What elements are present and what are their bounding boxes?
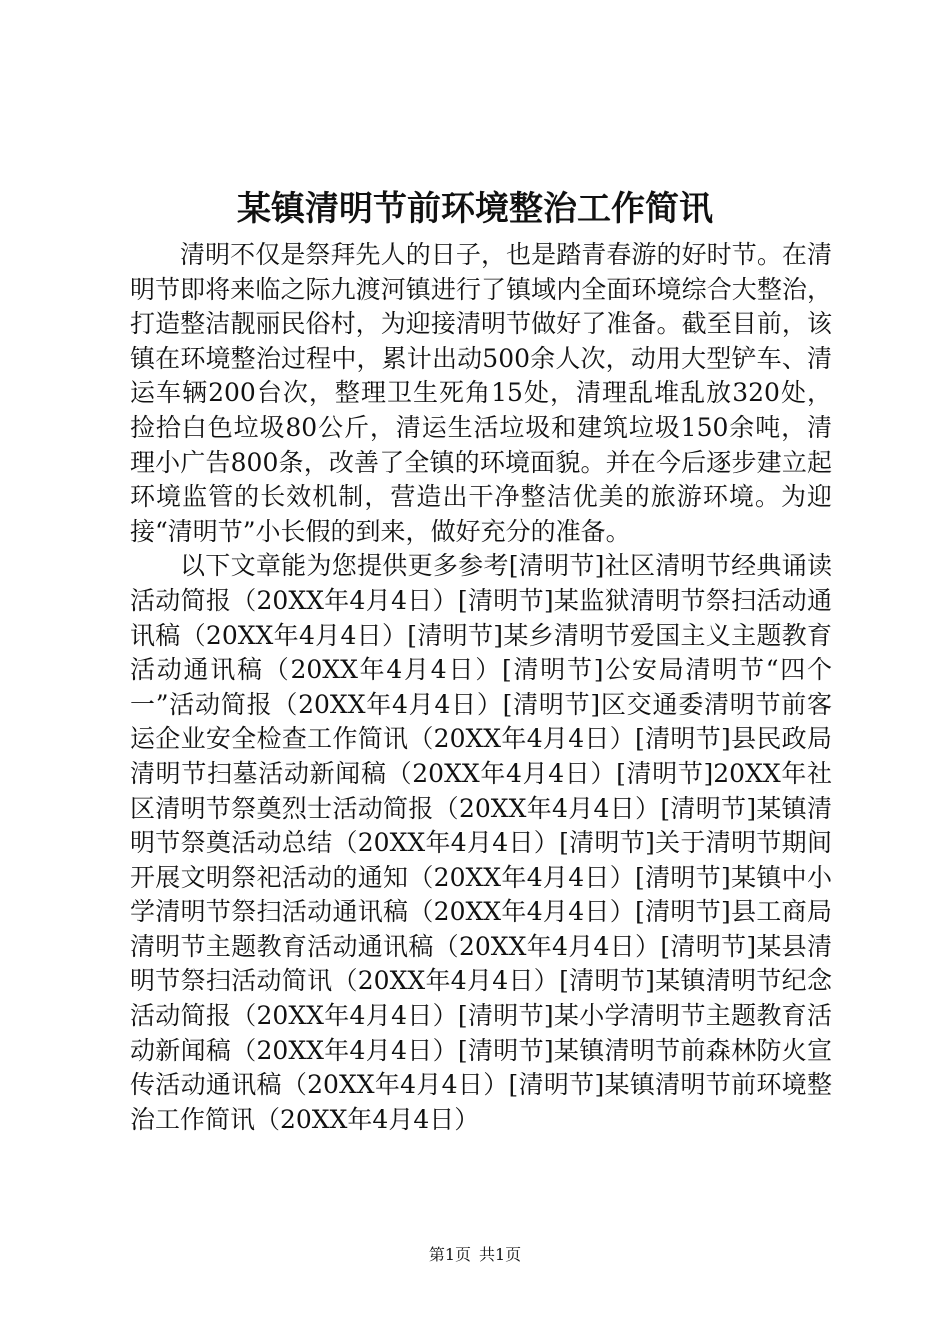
page-total: 共1页	[479, 1245, 522, 1264]
page-number: 第1页	[428, 1245, 471, 1264]
document-title: 某镇清明节前环境整治工作简讯	[237, 189, 713, 229]
page-footer	[0, 1244, 950, 1266]
body-paragraph-related-articles: 以下文章能为您提供更多参考[清明节]社区清明节经典诵读活动简报（20XX年4月4日）[清明节]某监狱清明节祭扫活动通讯稿（20XX年4月4日）[清明节]某乡清明节爱国主义主题教育活动通讯稿（20XX年4月4日）[清明节]公安局清明节“四个一”活动简报（20XX年4月4日）[清明节]区交通委清明节前客运企业安全检查工作简讯（20XX年4月4日）[清明节]县民政局清明节扫墓活动新闻稿（20XX年4月4日）[清明节]20XX年社区清明节祭奠烈士活动简报（20XX年4月4日）[清明节]某镇清明节祭奠活动总结（20XX年4月4日）[清明节]关于清明节期间开展文明祭祀活动的通知（20XX年4月4日）[清明节]某镇中小学清明节祭扫活动通讯稿（20XX年4月4日）[清明节]县工商局清明节主题教育活动通讯稿（20XX年4月4日）[清明节]某县清明节祭扫活动简讯（20XX年4月4日）[清明节]某镇清明节纪念活动简报（20XX年4月4日）[清明节]某小学清明节主题教育活动新闻稿（20XX年4月4日）[清明节]某镇清明节前森林防火宣传活动通讯稿（20XX年4月4日）[清明节]某镇清明节前环境整治工作简讯（20XX年4月4日）	[130, 551, 832, 1134]
document-body	[130, 238, 832, 1137]
body-paragraph-intro: 清明不仅是祭拜先人的日子，也是踏青春游的好时节。在清明节即将来临之际九渡河镇进行了镇域内全面环境综合大整治，打造整洁靓丽民俗村，为迎接清明节做好了准备。截至目前，该镇在环境整治过程中，累计出动500余人次，动用大型铲车、清运车辆200台次，整理卫生死角15处，清理乱堆乱放320处，捡拾白色垃圾80公斤，清运生活垃圾和建筑垃圾150余吨，清理小广告800条，改善了全镇的环境面貌。并在今后逐步建立起环境监管的长效机制，营造出干净整洁优美的旅游环境。为迎接“清明节”小长假的到来，做好充分的准备。	[130, 240, 832, 546]
